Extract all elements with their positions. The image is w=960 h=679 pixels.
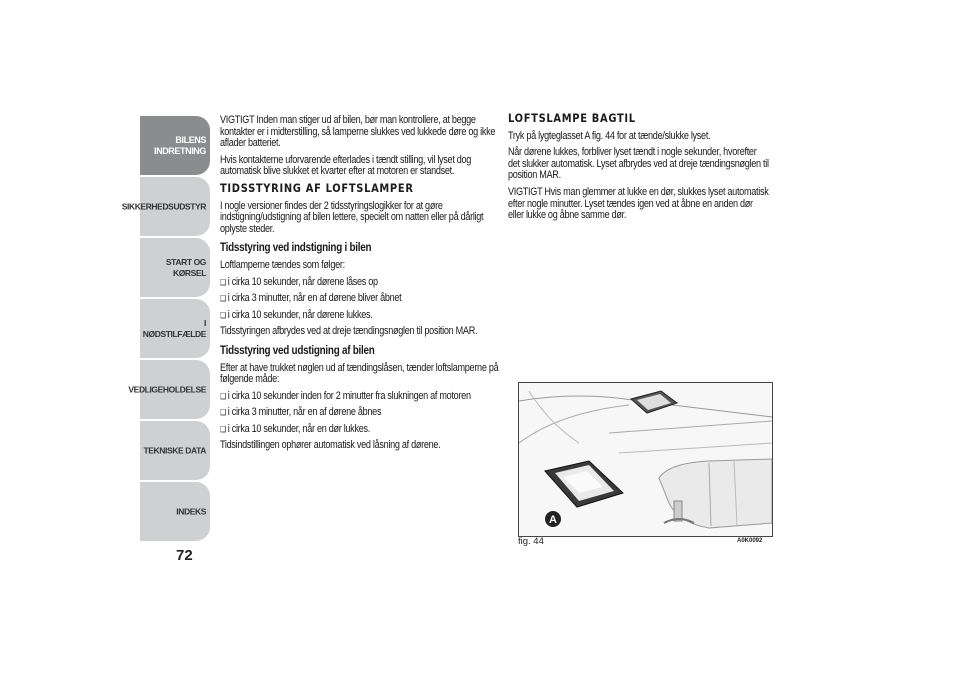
tab-tekniske-data[interactable] bbox=[140, 421, 210, 480]
list-item: ❑ i cirka 10 sekunder, når dørene lukkes. bbox=[220, 310, 502, 322]
list-item: ❑ i cirka 10 sekunder inden for 2 minutter fra slukningen af motoren bbox=[220, 391, 502, 403]
list-entry bbox=[220, 277, 502, 322]
page-number: 72 bbox=[176, 547, 193, 564]
warning-paragraph: VIGTIGT Hvis man glemmer at lukke en dør, slukkes lyset automatisk efter nogle minutter. Lyset tændes igen ved at åbne en anden dør eller lukke og åbne samme dør. bbox=[508, 185, 769, 222]
paragraph: I nogle versioner findes der 2 tidsstyringslogikker for at gøre indstigning/udstigning af bilen lettere, specielt om natten eller på dårligt oplyste steder. bbox=[220, 199, 484, 235]
tab-indeks[interactable] bbox=[140, 482, 210, 541]
tab-label: SIKKERHEDSUDSTYR bbox=[121, 201, 206, 211]
list-item: ❑ i cirka 3 minutter, når en af dørene åbnes bbox=[220, 407, 502, 419]
list-item: ❑ i cirka 10 sekunder, når en dør lukkes. bbox=[220, 424, 502, 436]
section-heading: TIDSSTYRING AF LOFTSLAMPER bbox=[220, 180, 414, 195]
tab-bilens-indretning[interactable] bbox=[140, 116, 210, 175]
tab-sikkerhedsudstyr[interactable] bbox=[121, 177, 210, 236]
list-exit bbox=[220, 391, 502, 436]
tab-label: TEKNISKE DATA bbox=[143, 445, 206, 455]
figure-caption: fig. 44 bbox=[518, 536, 544, 547]
paragraph: Tryk på lygteglasset A fig. 44 for at tænde/slukke lyset. bbox=[508, 129, 711, 142]
paragraph: Tidsstyringen afbrydes ved at dreje tændingsnøglen til position MAR. bbox=[220, 325, 478, 338]
tab-label: VEDLIGEHOLDELSE bbox=[128, 384, 206, 394]
figure-code: A0K0092 bbox=[737, 538, 763, 544]
subsection-heading: Tidsstyring ved indstigning i bilen bbox=[220, 242, 372, 255]
list-item: ❑ i cirka 10 sekunder, når dørene låses op bbox=[220, 277, 502, 289]
tab-label: INDEKS bbox=[176, 506, 206, 516]
tab-label: START OG KØRSEL bbox=[165, 256, 206, 278]
figure-rear-courtesy-light bbox=[518, 382, 773, 537]
chapter-tabs bbox=[121, 116, 210, 543]
paragraph: Hvis kontakterne uforvarende efterlades i tændt stilling, vil lyset dog automatisk blive slukket et kvarter efter at motoren er standset. bbox=[220, 153, 472, 178]
tab-label: I NØDSTILFÆLDE bbox=[142, 317, 206, 339]
warning-paragraph: VIGTIGT Inden man stiger ud af bilen, bør man kontrollere, at begge kontakter er i midterstilling, så lamperne slukkes ved lukkede døre og ikke aflader batteriet. bbox=[220, 114, 496, 150]
left-column bbox=[220, 115, 502, 457]
paragraph: Tidsindstillingen ophører automatisk ved låsning af dørene. bbox=[220, 439, 441, 452]
tab-vedligeholdelse[interactable] bbox=[128, 360, 210, 419]
paragraph: Efter at have trukket nøglen ud af tændingslåsen, tænder loftslamperne på følgende måde: bbox=[220, 361, 499, 386]
car-interior-illustration bbox=[519, 383, 772, 536]
tab-i-nodstilfaelde[interactable] bbox=[140, 299, 210, 358]
tab-start-og-korsel[interactable] bbox=[140, 238, 210, 297]
list-item: ❑ i cirka 3 minutter, når en af dørene bliver åbnet bbox=[220, 293, 502, 305]
paragraph: Loftlamperne tændes som følger: bbox=[220, 258, 345, 271]
label-a: A bbox=[549, 514, 557, 526]
tab-label: BILENS INDRETNING bbox=[154, 134, 206, 156]
right-column bbox=[508, 113, 770, 227]
paragraph: Når dørene lukkes, forbliver lyset tændt i nogle sekunder, hvorefter det slukker automatisk. Lyset afbrydes ved at dreje tændingsnøglen til position MAR. bbox=[508, 146, 769, 182]
section-heading: LOFTSLAMPE BAGTIL bbox=[508, 111, 636, 125]
subsection-heading: Tidsstyring ved udstigning af bilen bbox=[220, 344, 375, 357]
